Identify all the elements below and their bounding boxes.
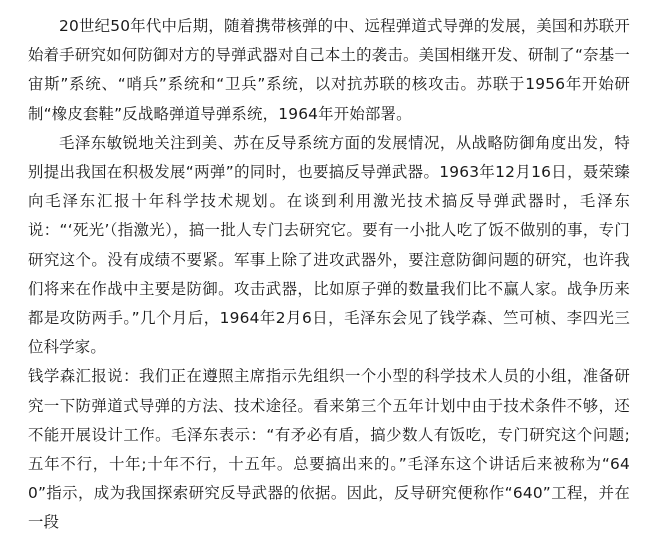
paragraph-1: 20世纪50年代中后期，随着携带核弹的中、远程弹道式导弹的发展，美国和苏联开始着手研究如何防御对方的导弹武器对自己本土的袭击。美国相继开发、研制了“奈基一宙斯”系统、“哨兵”系统和“卫兵”系统，以对抗苏联的核攻击。苏联于1956年开始研制“橡皮套鞋”反战略弹道导弹系统，1964年开始部署。 <box>28 17 630 123</box>
paragraph-2: 毛泽东敏锐地关注到美、苏在反导系统方面的发展情况，从战略防御角度出发，特别提出我国在积极发展“两弹”的同时，也要搞反导弹武器。1963年12月16日，聂荣臻向毛泽东汇报十年科学技术规划。在谈到利用激光技术搞反导弹武器时，毛泽东说：“‘死光’（指激光），搞一批人专门去研究它。要有一小批人吃了饭不做别的事，专门研究这个。没有成绩不要紧。军事上除了进攻武器外，要注意防御问题的研究，也许我们将来在作战中主要是防御。攻击武器，比如原子弹的数量我们比不赢人家。战争历来都是攻防两手。”几个月后，1964年2月6日，毛泽东会见了钱学森、竺可桢、李四光三位科学家。 <box>28 133 630 357</box>
document-page <box>28 12 630 538</box>
paragraph-3: 钱学森汇报说：我们正在遵照主席指示先组织一个小型的科学技术人员的小组，准备研究一下防弹道式导弹的方法、技术途径。看来第三个五年计划中由于技术条件不够，还不能开展设计工作。毛泽东表示：“有矛必有盾，搞少数人有饭吃，专门研究这个问题;五年不行，十年;十年不行，十五年。总要搞出来的。”毛泽东这个讲话后来被称为“640”指示，成为我国探索研究反导武器的依据。因此，反导研究便称作“640”工程，并在一段 <box>28 367 630 532</box>
